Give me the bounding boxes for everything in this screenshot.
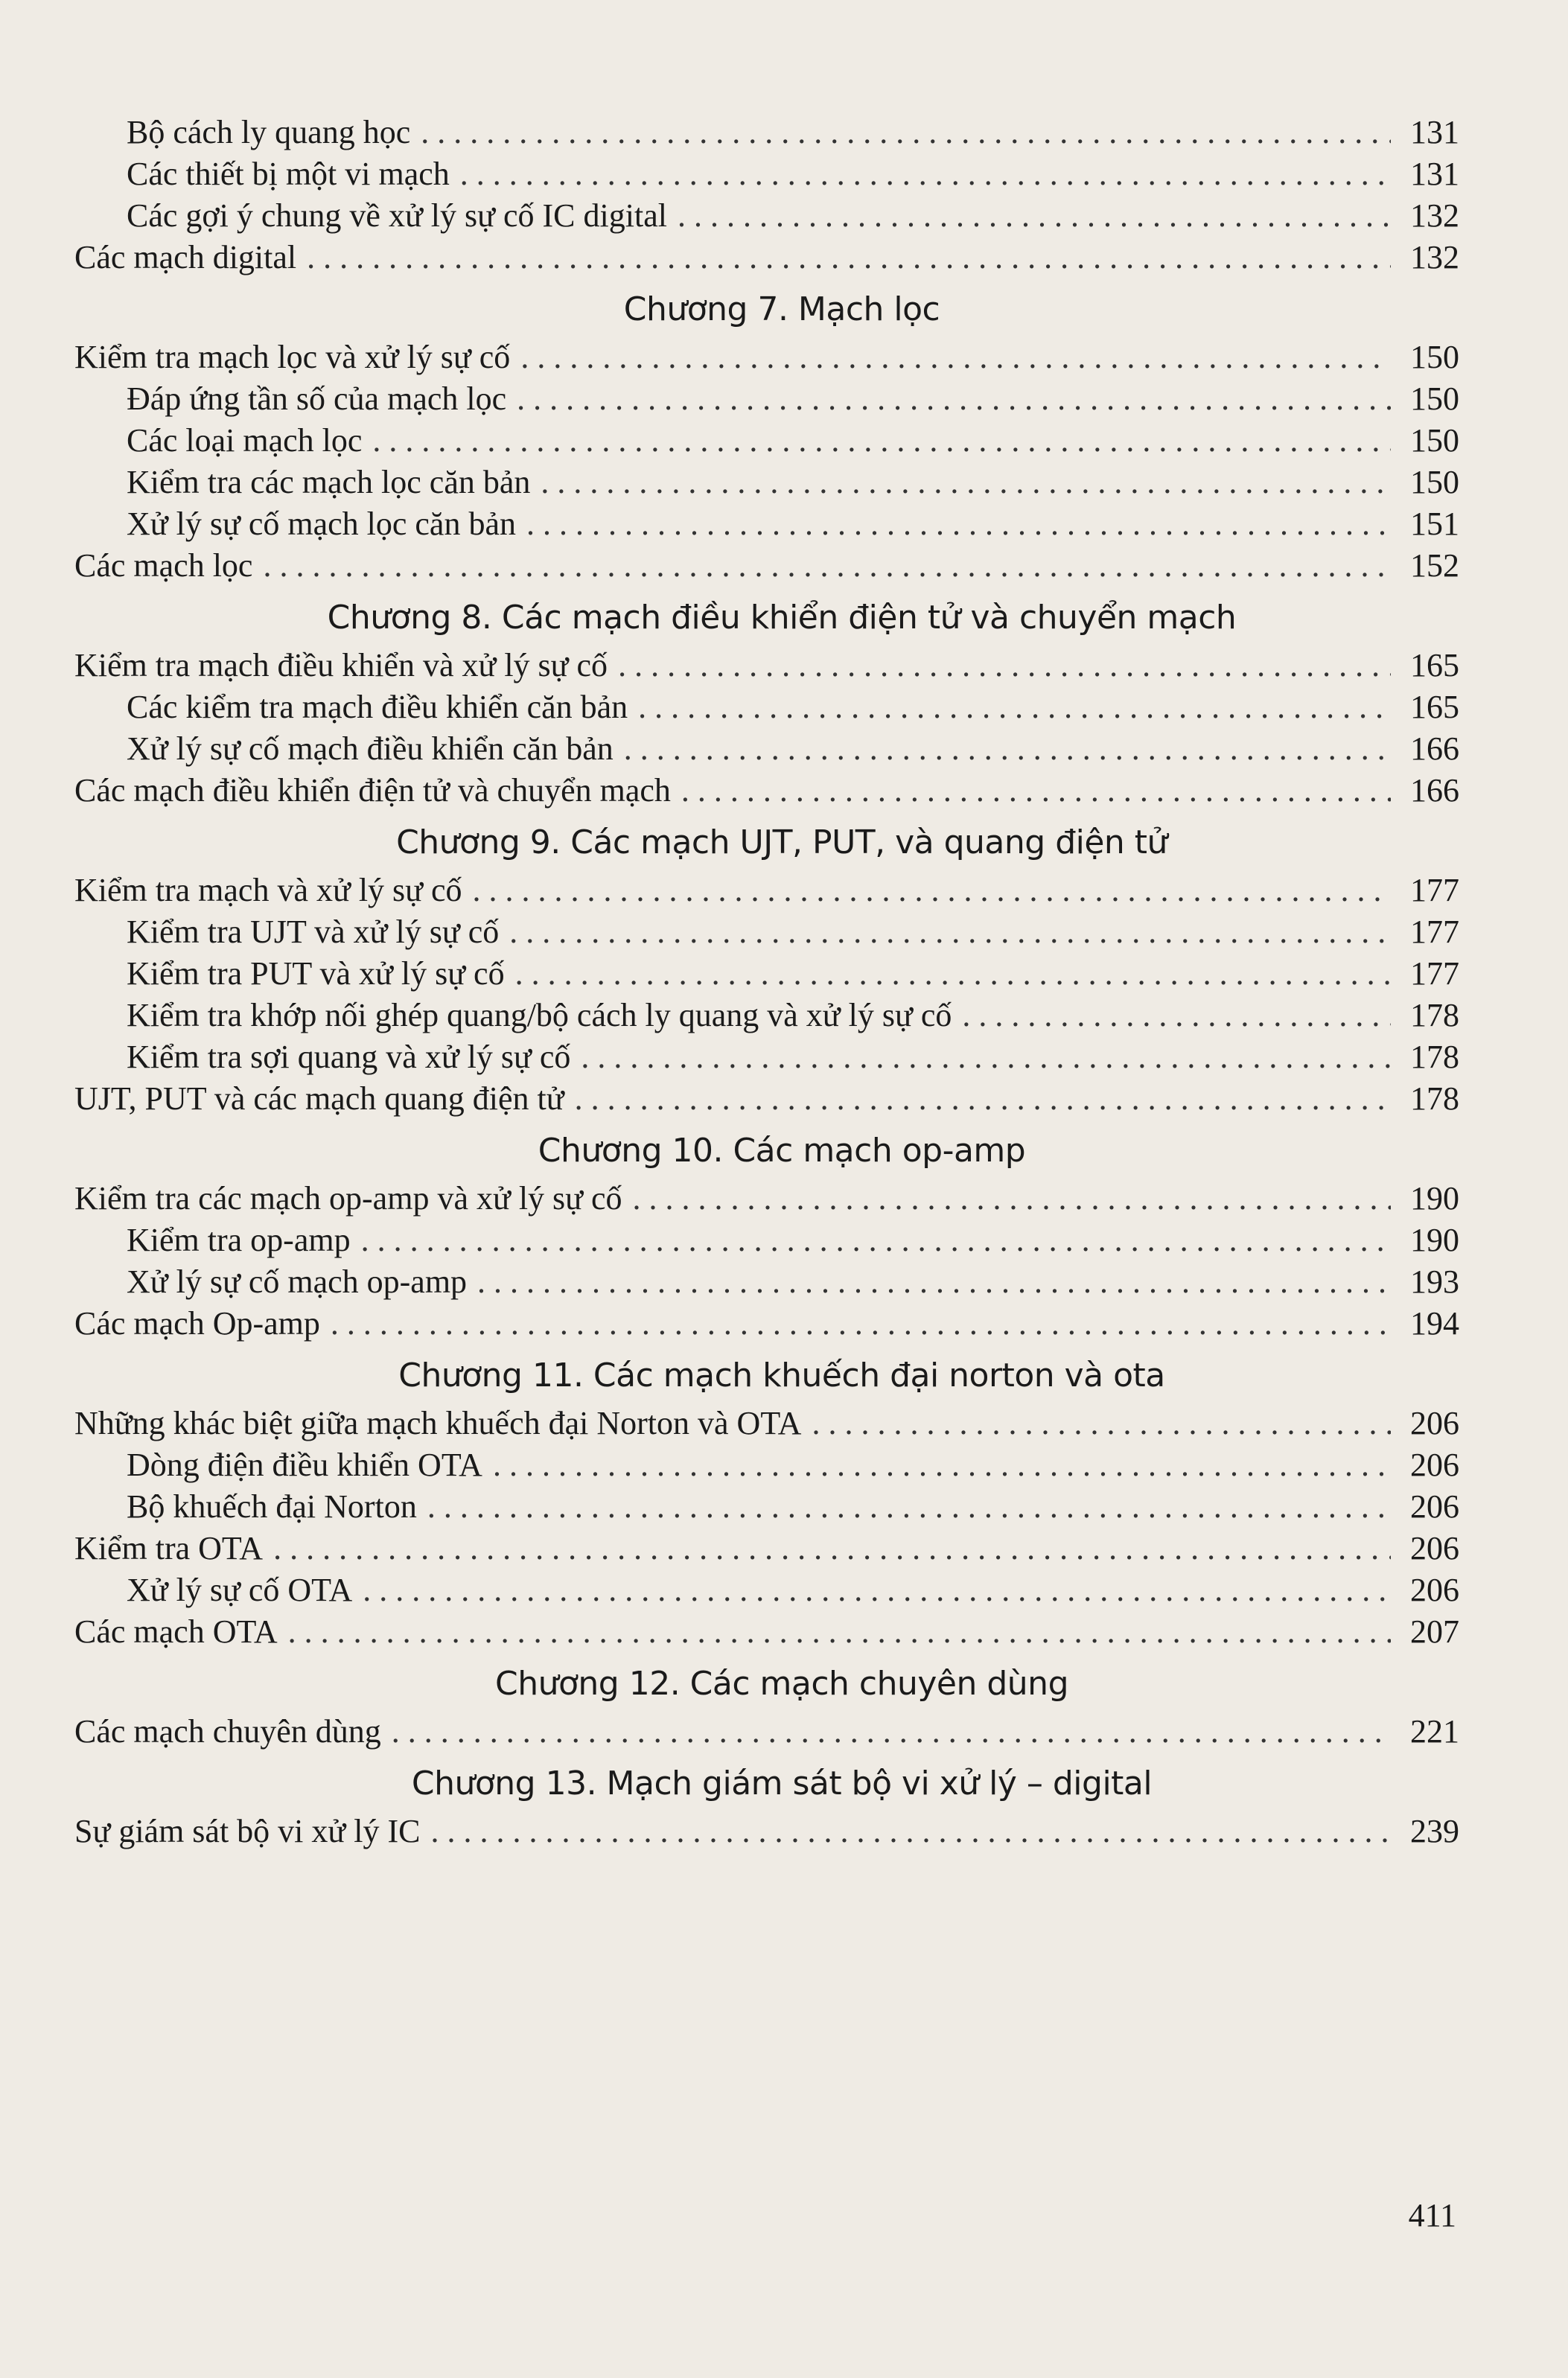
toc-entry-page: 178 (1410, 997, 1459, 1033)
toc-entry-title: Kiểm tra khớp nối ghép quang/bộ cách ly quang và xử lý sự cố (127, 997, 952, 1033)
toc-entry (74, 1528, 1459, 1569)
toc-entry-page: 177 (1410, 914, 1459, 950)
toc-entry-page: 206 (1410, 1447, 1459, 1483)
dot-leader (962, 995, 1391, 1036)
toc-entry (74, 911, 1459, 953)
toc-entry-title: Các gợi ý chung về xử lý sự cố IC digital (127, 197, 667, 234)
chapter-heading: Chương 13. Mạch giám sát bộ vi xử lý – digital (411, 1765, 1153, 1802)
toc-entry-title: Kiểm tra op-amp (127, 1222, 351, 1258)
toc-entry-page: 206 (1410, 1488, 1459, 1525)
toc-entry-title: Các mạch digital (74, 239, 297, 275)
toc-entry-title: Các mạch điều khiển điện tử và chuyển mạch (74, 772, 671, 809)
toc-entry (74, 1303, 1459, 1345)
toc-entry-title: Kiểm tra OTA (74, 1530, 264, 1566)
toc-entry-page: 166 (1410, 730, 1459, 767)
dot-leader (263, 545, 1391, 587)
toc-entry-title: UJT, PUT và các mạch quang điện tử (74, 1080, 564, 1117)
dot-leader (520, 337, 1391, 378)
dot-leader (526, 503, 1391, 545)
toc-entry (74, 378, 1459, 420)
toc-entry-title: Các mạch Op-amp (74, 1305, 320, 1342)
toc-entry-page: 132 (1410, 197, 1459, 234)
chapter-heading: Chương 12. Các mạch chuyên dùng (494, 1665, 1068, 1703)
dot-leader (575, 1078, 1391, 1120)
toc-entry (74, 1444, 1459, 1486)
toc-entry-page: 166 (1410, 772, 1459, 809)
toc-entry-title: Các kiểm tra mạch điều khiển căn bản (127, 689, 628, 725)
toc-entry-title: Đáp ứng tần số của mạch lọc (127, 380, 507, 417)
chapter-heading: Chương 8. Các mạch điều khiển điện tử và chuyển mạch (327, 599, 1237, 637)
chapter-heading: Chương 10. Các mạch op-amp (538, 1132, 1026, 1170)
toc-entry-title: Bộ khuếch đại Norton (127, 1488, 417, 1525)
chapter-heading: Chương 9. Các mạch UJT, PUT, và quang điện tử (396, 823, 1167, 861)
toc-entry-page: 207 (1410, 1613, 1459, 1650)
toc-entry-page: 152 (1410, 547, 1459, 584)
toc-entry (74, 1036, 1459, 1078)
toc-entry-page: 132 (1410, 239, 1459, 275)
toc-entry (74, 1078, 1459, 1120)
toc-entry-page: 190 (1410, 1222, 1459, 1258)
dot-leader (361, 1220, 1391, 1261)
toc-entry-title: Các mạch lọc (74, 547, 253, 584)
toc-entry-page: 131 (1410, 114, 1459, 150)
toc-entry (74, 1711, 1459, 1753)
toc-entry-page: 194 (1410, 1305, 1459, 1342)
toc-entry-title: Các mạch chuyên dùng (74, 1713, 381, 1750)
dot-leader (331, 1303, 1391, 1345)
toc-entry-title: Bộ cách ly quang học (127, 114, 411, 150)
toc-entry-title: Kiểm tra PUT và xử lý sự cố (127, 955, 505, 992)
toc-entry-title: Xử lý sự cố mạch điều khiển căn bản (127, 730, 614, 767)
dot-leader (372, 420, 1391, 462)
toc-entry-title: Các loại mạch lọc (127, 422, 363, 459)
toc-entry (74, 1486, 1459, 1528)
dot-leader (392, 1711, 1391, 1753)
dot-leader (427, 1486, 1391, 1528)
toc-entry (74, 237, 1459, 278)
toc-entry (74, 462, 1459, 503)
toc-entry (74, 1811, 1459, 1852)
toc-entry (74, 1261, 1459, 1303)
toc-entry-title: Kiểm tra các mạch op-amp và xử lý sự cố (74, 1180, 622, 1217)
dot-leader (307, 237, 1391, 278)
toc-entry (74, 645, 1459, 686)
toc-entry (74, 686, 1459, 728)
toc-entry-page: 150 (1410, 380, 1459, 417)
dot-leader (421, 112, 1391, 153)
page-number: 411 (1408, 2197, 1456, 2234)
toc-entry (74, 195, 1459, 237)
toc-entry (74, 1220, 1459, 1261)
toc-entry-title: Dòng điện điều khiển OTA (127, 1447, 482, 1483)
toc-entry-page: 239 (1410, 1813, 1459, 1849)
dot-leader (633, 1178, 1391, 1220)
dot-leader (517, 378, 1391, 420)
toc-entry-page: 165 (1410, 647, 1459, 683)
chapter-heading: Chương 7. Mạch lọc (623, 290, 940, 328)
dot-leader (681, 770, 1391, 812)
toc-entry-page: 178 (1410, 1039, 1459, 1075)
toc-entry (74, 1403, 1459, 1444)
dot-leader (581, 1036, 1391, 1078)
toc-entry (74, 770, 1459, 812)
toc-entry-page: 221 (1410, 1713, 1459, 1750)
dot-leader (618, 645, 1391, 686)
toc-entry (74, 1611, 1459, 1653)
toc-entry-page: 165 (1410, 689, 1459, 725)
toc-entry-title: Kiểm tra UJT và xử lý sự cố (127, 914, 500, 950)
toc-entry-title: Xử lý sự cố OTA (127, 1572, 353, 1608)
dot-leader (477, 1261, 1391, 1303)
dot-leader (460, 153, 1391, 195)
toc-entry-page: 206 (1410, 1530, 1459, 1566)
toc-entry-page: 177 (1410, 872, 1459, 908)
toc-entry (74, 953, 1459, 995)
toc-entry (74, 995, 1459, 1036)
toc-entry (74, 337, 1459, 378)
toc-entry (74, 1569, 1459, 1611)
toc-entry-page: 178 (1410, 1080, 1459, 1117)
toc-entry-page: 206 (1410, 1572, 1459, 1608)
dot-leader (363, 1569, 1391, 1611)
toc-entry (74, 503, 1459, 545)
dot-leader (678, 195, 1391, 237)
toc-entry-page: 150 (1410, 339, 1459, 375)
dot-leader (541, 462, 1391, 503)
toc-entry-title: Kiểm tra mạch lọc và xử lý sự cố (74, 339, 511, 375)
toc-entry-title: Xử lý sự cố mạch op-amp (127, 1263, 468, 1300)
toc-entry (74, 420, 1459, 462)
toc-entry-title: Các thiết bị một vi mạch (127, 156, 450, 192)
toc-entry (74, 112, 1459, 153)
toc-entry-page: 177 (1410, 955, 1459, 992)
table-of-contents (74, 112, 1459, 1852)
dot-leader (430, 1811, 1391, 1852)
toc-entry-title: Kiểm tra mạch điều khiển và xử lý sự cố (74, 647, 608, 683)
chapter-heading: Chương 11. Các mạch khuếch đại norton và ota (398, 1357, 1165, 1394)
toc-entry-page: 190 (1410, 1180, 1459, 1217)
toc-entry (74, 870, 1459, 911)
dot-leader (624, 728, 1391, 770)
toc-entry-title: Những khác biệt giữa mạch khuếch đại Norton và OTA (74, 1405, 802, 1441)
toc-entry-title: Kiểm tra các mạch lọc căn bản (127, 464, 531, 500)
dot-leader (509, 911, 1391, 953)
toc-entry-title: Các mạch OTA (74, 1613, 278, 1650)
toc-entry-page: 150 (1410, 464, 1459, 500)
toc-entry (74, 153, 1459, 195)
toc-entry-title: Kiểm tra mạch và xử lý sự cố (74, 872, 462, 908)
dot-leader (493, 1444, 1391, 1486)
toc-entry-page: 206 (1410, 1405, 1459, 1441)
toc-entry-title: Xử lý sự cố mạch lọc căn bản (127, 506, 516, 542)
toc-entry-page: 151 (1410, 506, 1459, 542)
toc-entry-title: Sự giám sát bộ vi xử lý IC (74, 1813, 421, 1849)
toc-entry-page: 131 (1410, 156, 1459, 192)
toc-entry-title: Kiểm tra sợi quang và xử lý sự cố (127, 1039, 571, 1075)
toc-entry (74, 545, 1459, 587)
toc-entry (74, 1178, 1459, 1220)
dot-leader (812, 1403, 1391, 1444)
dot-leader (288, 1611, 1391, 1653)
dot-leader (273, 1528, 1391, 1569)
dot-leader (473, 870, 1391, 911)
dot-leader (638, 686, 1391, 728)
toc-entry (74, 728, 1459, 770)
dot-leader (515, 953, 1391, 995)
toc-entry-page: 193 (1410, 1263, 1459, 1300)
toc-entry-page: 150 (1410, 422, 1459, 459)
